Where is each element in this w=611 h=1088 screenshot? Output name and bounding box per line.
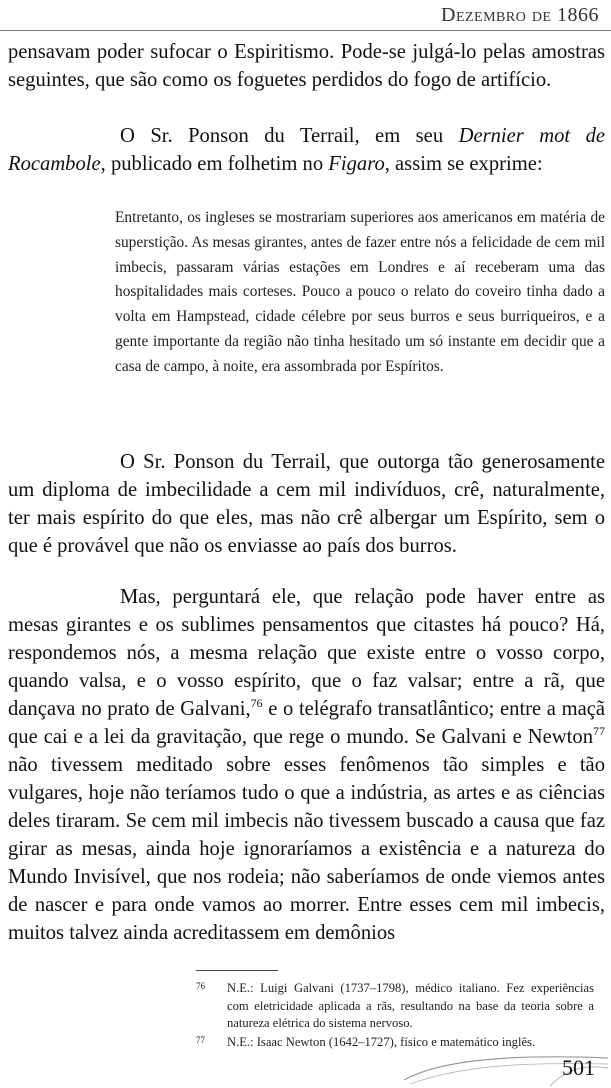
footnote-text: N.E.: Luigi Galvani (1737–1798), médico italiano. Fez experiências com eletricidade aplicada a rãs, resultando na base da teoria sobre a natureza elétrica do sistema nervoso.	[227, 981, 594, 1031]
footnote-77	[196, 1034, 594, 1052]
footnote-ref-77[interactable]: 77	[593, 724, 605, 738]
paragraph-4	[8, 583, 605, 947]
paragraph-2-text-b: , publicado em folhetim no	[100, 153, 329, 175]
footnote-ref-76[interactable]: 76	[250, 696, 263, 710]
running-head	[0, 0, 611, 31]
footnote-text: N.E.: Isaac Newton (1642–1727), físico e matemático inglês.	[227, 1035, 536, 1049]
paragraph-3: O Sr. Ponson du Terrail, que outorga tão generosamente um diploma de imbecilidade a cem mil indivíduos, crê, naturalmente, ter mais espírito do que eles, mas não crê albergar um Espírito, sem o que é provável que não os enviasse ao país dos burros.	[8, 451, 605, 557]
paragraph-2-text-c: , assim se exprime:	[384, 153, 543, 175]
block-quote: Entretanto, os ingleses se mostrariam superiores aos americanos em matéria de superstição. As mesas girantes, antes de fazer entre nós a felicidade de cem mil imbecis, passaram várias estações em Londres e aí receberam uma das hospitalidades mais corteses. Pouco a pouco o relato do coveiro tinha dado a volta em Hampstead, cidade célebre por seus burros e seus burriqueiros, e a gente importante da região não tinha hesitado um só instante em decidir que a casa de campo, à noite, era assombrada por Espíritos.	[115, 209, 605, 375]
work-title-rocambole: Dernier mot de Rocambole	[8, 125, 606, 175]
footnote-number: 76	[196, 981, 205, 991]
paragraph-4-text-c: não tivessem meditado sobre esses fenômenos tão simples e tão vulgares, hoje não teríamos tudo o que a indústria, as artes e as ciências deles tiraram. Se cem mil imbecis não tivessem buscado a causa que faz girar as mesas, ainda hoje ignoraríamos a existência e a natureza do Mundo Invisível, que nos rodeia; não saberíamos de onde viemos antes de nascer e para onde vamos ao morrer. Entre esses cem mil imbecis, muitos talvez ainda acreditassem em demônios	[8, 754, 605, 944]
paragraph-4-text-b: e o telégrafo transatlântico; entre a maçã que cai e a lei da gravitação, que rege o mundo. Se Galvani e Newton	[8, 698, 606, 748]
footnote-separator	[196, 970, 278, 971]
paragraph-4-text-a: Mas, perguntará ele, que relação pode haver entre as mesas girantes e os sublimes pensamentos que citastes há pouco? Há, respondemos nós, a mesma relação que existe entre o vosso corpo, quando valsa, e o vosso espírito, que o faz valsar; entre a rã, que dançava no prato de Galvani,	[8, 586, 605, 720]
paragraph-2-text-a: O Sr. Ponson du Terrail, em seu	[120, 125, 459, 147]
page-number: 501	[562, 1055, 595, 1080]
running-head-title: Dezembro de 1866	[441, 4, 599, 26]
footnote-number: 77	[196, 1035, 205, 1045]
footnote-76	[196, 980, 594, 1033]
newspaper-title-figaro: Figaro	[328, 153, 385, 175]
paragraph-2	[8, 122, 605, 178]
paragraph-1: pensavam poder sufocar o Espiritismo. Pode-se julgá-lo pelas amostras seguintes, que são como os foguetes perdidos do fogo de artifício.	[8, 41, 605, 91]
